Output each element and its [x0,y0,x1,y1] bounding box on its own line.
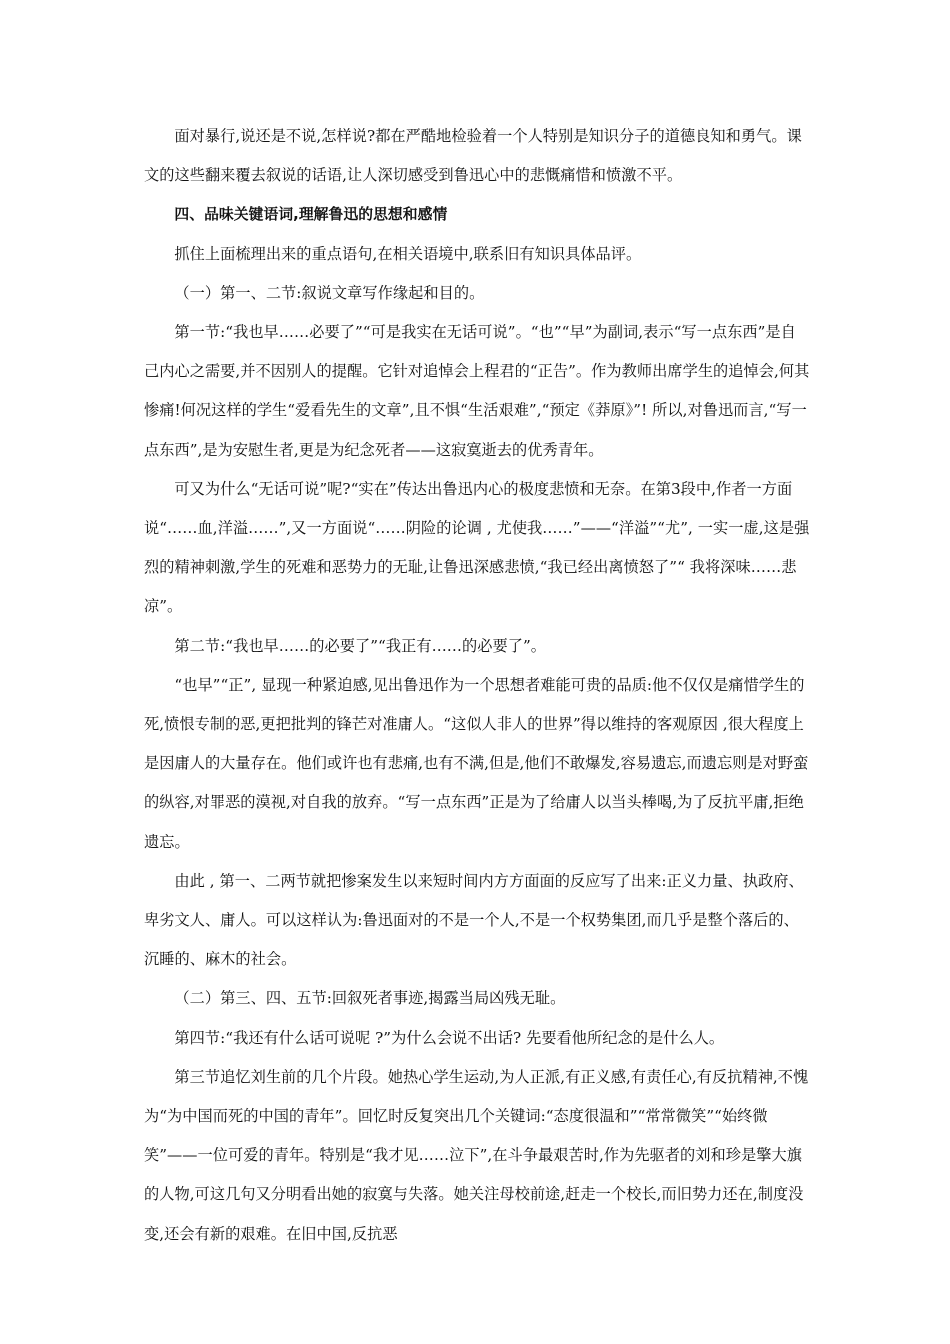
paragraph-intro: 面对暴行,说还是不说,怎样说?都在严酷地检验着一个人特别是知识分子的道德良知和勇气。课文的这些翻来覆去叙说的话语,让人深切感受到鲁迅心中的悲慨痛惜和愤激不平。 [144,127,802,185]
subsection-heading-1: （一）第一、二节:叙说文章写作缘起和目的。 [174,283,485,302]
section-heading: 四、品味关键语词,理解鲁迅的思想和感情 [174,206,448,224]
paragraph-section-2: 第二节:“我也早……的必要了”“我正有……的必要了”。 [174,636,547,655]
document-body [144,117,810,1254]
paragraph-section-3: 第三节追忆刘生前的几个片段。她热心学生运动,为人正派,有正义感,有责任心,有反抗精神,不愧为“为中国而死的中国的青年”。回忆时反复突出几个关键词:“态度很温和”“常常微笑”“始终微笑”——一位可爱的青年。特别是“我才见……泣下”,在斗争最艰苦时,作为先驱者的刘和珍是擎大旗的人物,可这几句又分明看出她的寂寞与失落。她关注母校前途,赶走一个校长,而旧势力还在,制度没变,还会有新的艰难。在旧中国,反抗恶 [144,1067,809,1243]
paragraph-no-words: 可又为什么“无话可说”呢?“实在”传达出鲁迅内心的极度悲愤和无奈。在第3段中,作者一方面说“……血,洋溢……”,又一方面说“……阴险的论调 , 尤使我……”——“洋溢”“尤”, 一实一虚,这是强烈的精神刺激,学生的死难和恶势力的无耻,让鲁迅深感悲愤,“我已经出离愤怒了”“ 我将深味……悲凉”。 [144,479,810,616]
subsection-heading-2: （二）第三、四、五节:回叙死者事迹,揭露当局凶残无耻。 [174,989,566,1008]
paragraph-section-1: 第一节:“我也早……必要了”“可是我实在无话可说”。“也”“早”为副词,表示“写一点东西”是自己内心之需要,并不因别人的提醒。它针对追悼会上程君的“正告”。作为教师出席学生的追悼会,何其惨痛!何况这样的学生“爱看先生的文章”,且不惧“生活艰难”,“预定《莽原》”! 所以,对鲁迅而言,“写一点东西”,是为安慰生者,更是为纪念死者——这寂寞逝去的优秀青年。 [144,323,810,459]
paragraph-urgency: “也早”“正”, 显现一种紧迫感,见出鲁迅作为一个思想者难能可贵的品质:他不仅仅是痛惜学生的死,愤恨专制的恶,更把批判的锋芒对准庸人。“这似人非人的世界”得以维持的客观原因 ,很大程度上是因庸人的大量存在。他们或许也有悲痛,也有不满,但是,他们不敢爆发,容易遗忘,而遗忘则是对野蛮的纵容,对罪恶的漠视,对自我的放弃。“写一点东西”正是为了给庸人以当头棒喝,为了反抗平庸,拒绝遗忘。 [144,675,809,851]
paragraph-conclusion: 由此 , 第一、二两节就把惨案发生以来短时间内方方面面的反应写了出来:正义力量、执政府、卑劣文人、庸人。可以这样认为:鲁迅面对的不是一个人,不是一个权势集团,而几乎是整个落后的、沉睡的、麻木的社会。 [144,871,804,969]
paragraph-section-4: 第四节:“我还有什么话可说呢 ?”为什么会说不出话? 先要看他所纪念的是什么人。 [174,1028,725,1047]
paragraph-method: 抓住上面梳理出来的重点语句,在相关语境中,联系旧有知识具体品评。 [174,244,642,263]
